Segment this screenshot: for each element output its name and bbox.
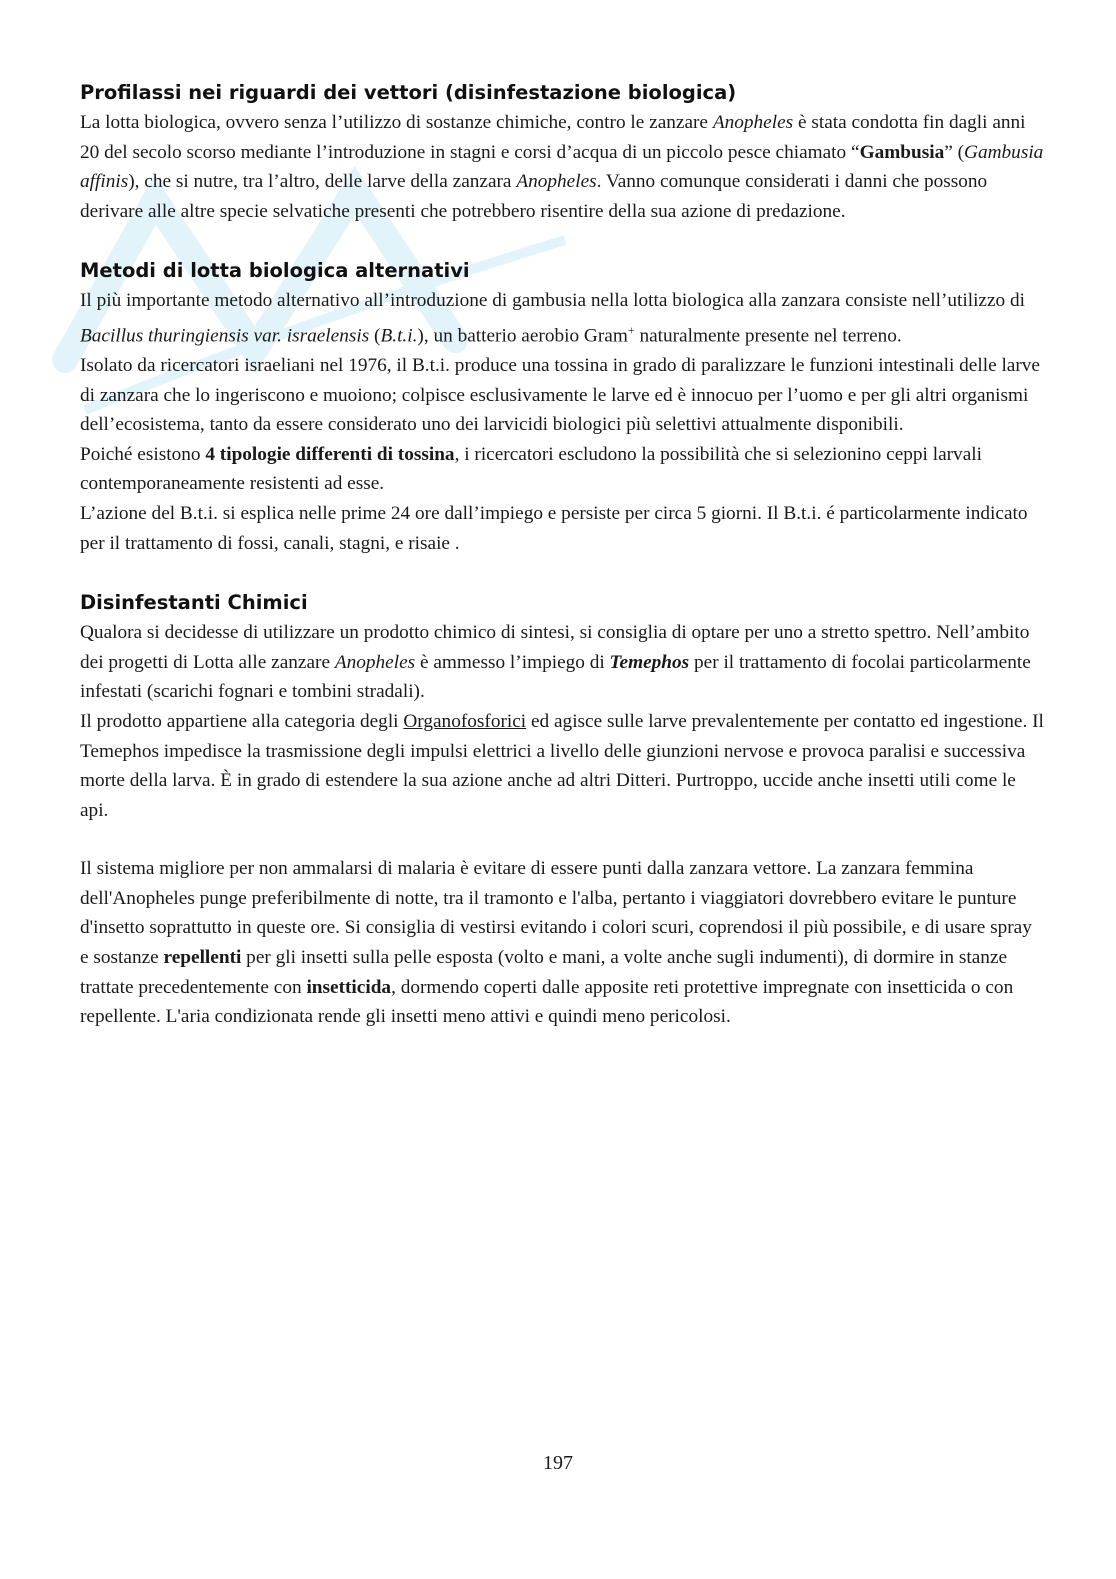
section-profilassi xyxy=(80,78,1045,226)
section-body xyxy=(80,618,1045,825)
text-run: Isolato da ricercatori israeliani nel 1976, il B.t.i. produce una tossina in grado di paralizzare le funzioni intestinali delle larve di zanzara che lo ingeriscono e muoiono; colpisce esclusivamente le larve ed è innocuo per l’uomo e per gli altri organismi dell’ecosistema, tanto da essere considerato uno dei larvicidi biologici più selettivi attualmente disponibili. xyxy=(80,354,1040,436)
text-run: Poiché esistono xyxy=(80,443,206,465)
text-run: per gli insetti sulla pelle esposta (volto e mani, a volte anche sugli indumenti), di dormire in stanze trattate precedentemente con xyxy=(80,947,1008,998)
section-disinfestanti-chimici xyxy=(80,588,1045,825)
text-run: Il sistema migliore per non ammalarsi di malaria è evitare di essere punti dalla zanzara vettore. La zanzara femmina dell'Anopheles punge preferibilmente di notte, tra il tramonto e l'alba, pertanto i viaggiatori dovrebbero evitare le punture d'insetto soprattutto in queste ore. Si consiglia di vestirsi evitando i colori scuri, coprendosi il più possibile, e di usare spray e sostanze xyxy=(80,858,1032,969)
section-metodi-alternativi xyxy=(80,256,1045,558)
text-run: Gambusia xyxy=(859,141,945,163)
section-body xyxy=(80,108,1045,226)
text-run: Bacillus thuringiensis var. israelensis xyxy=(80,325,370,347)
text-run: Temephos xyxy=(609,651,690,673)
section-body xyxy=(80,854,1045,1032)
text-run: + xyxy=(627,322,635,337)
text-run: Anopheles xyxy=(334,651,416,673)
text-run: per il trattamento di focolai particolarmente infestati (scarichi fognari e tombini stradali). xyxy=(80,651,1031,703)
page-number: 197 xyxy=(543,1452,573,1474)
paragraph xyxy=(80,108,1045,226)
paragraph xyxy=(80,499,1045,558)
text-run: è ammesso l’impiego di xyxy=(415,651,610,673)
text-run: insetticida xyxy=(306,976,392,998)
text-run: repellenti xyxy=(163,947,242,969)
paragraph xyxy=(80,707,1045,825)
section-heading: Profilassi nei riguardi dei vettori (disinfestazione biologica) xyxy=(80,81,737,104)
text-run: è stata condotta fin dagli anni 20 del secolo scorso mediante l’introduzione in stagni e corsi d’acqua di un piccolo pesce chiamato “ xyxy=(80,112,1026,163)
text-run: 4 tipologie differenti di tossina xyxy=(205,443,455,465)
text-run: La lotta biologica, ovvero senza l’utilizzo di sostanze chimiche, contro le zanzare xyxy=(80,112,713,133)
text-run: Gambusia affinis xyxy=(80,141,1044,193)
text-run: ed agisce sulle larve prevalentemente per contatto ed ingestione. Il Temephos impedisce la trasmissione degli impulsi elettrici a livello delle giunzioni nervose e provoca paralisi e successiva morte della larva. È in grado di estendere la sua azione anche ad altri Ditteri. Purtroppo, uccide anche insetti utili come le api. xyxy=(80,710,1044,821)
text-run: , dormendo coperti dalle apposite reti protettive impregnate con insetticida o con repellente. L'aria condizionata rende gli insetti meno attivi e quindi meno pericolosi. xyxy=(80,976,1014,1028)
text-run: ), che si nutre, tra l’altro, delle larve della zanzara xyxy=(128,171,517,193)
text-run: Anopheles xyxy=(516,171,597,193)
text-run: naturalmente presente nel terreno. xyxy=(634,325,902,347)
text-run: ( xyxy=(369,325,381,347)
text-run: , i ricercatori escludono la possibilità che si selezionino ceppi larvali contemporaneamente resistenti ad esse. xyxy=(80,443,982,495)
text-run: . Vanno comunque considerati i danni che possono derivare alle altre specie selvatiche presenti che potrebbero risentire della sua azione di predazione. xyxy=(80,171,988,222)
text-run: Il prodotto appartiene alla categoria degli xyxy=(80,710,404,732)
text-run: B.t.i. xyxy=(380,325,418,347)
text-run: Organofosforici xyxy=(403,710,527,732)
text-run: ” ( xyxy=(944,141,965,163)
text-run: Il più importante metodo alternativo all’introduzione di gambusia nella lotta biologica alla zanzara consiste nell’utilizzo di xyxy=(80,290,1026,312)
paragraph xyxy=(80,440,1045,499)
paragraph xyxy=(80,286,1045,351)
paragraph xyxy=(80,618,1045,707)
paragraph xyxy=(80,351,1045,440)
document-page xyxy=(80,78,1045,1032)
section-heading: Metodi di lotta biologica alternativi xyxy=(80,259,470,283)
section-heading: Disinfestanti Chimici xyxy=(80,591,308,615)
text-run: L’azione del B.t.i. si esplica nelle prime 24 ore dall’impiego e persiste per circa 5 giorni. Il B.t.i. é particolarmente indicato per il trattamento di fossi, canali, stagni, e risaie . xyxy=(80,502,1028,554)
section-prevenzione xyxy=(80,854,1045,1032)
text-run: Anopheles xyxy=(712,112,794,133)
section-body xyxy=(80,286,1045,558)
text-run: ), un batterio aerobio Gram xyxy=(417,325,628,347)
paragraph xyxy=(80,854,1045,1032)
text-run: Qualora si decidesse di utilizzare un prodotto chimico di sintesi, si consiglia di optare per uno a stretto spettro. Nell’ambito dei progetti di Lotta alle zanzare xyxy=(80,622,1030,673)
